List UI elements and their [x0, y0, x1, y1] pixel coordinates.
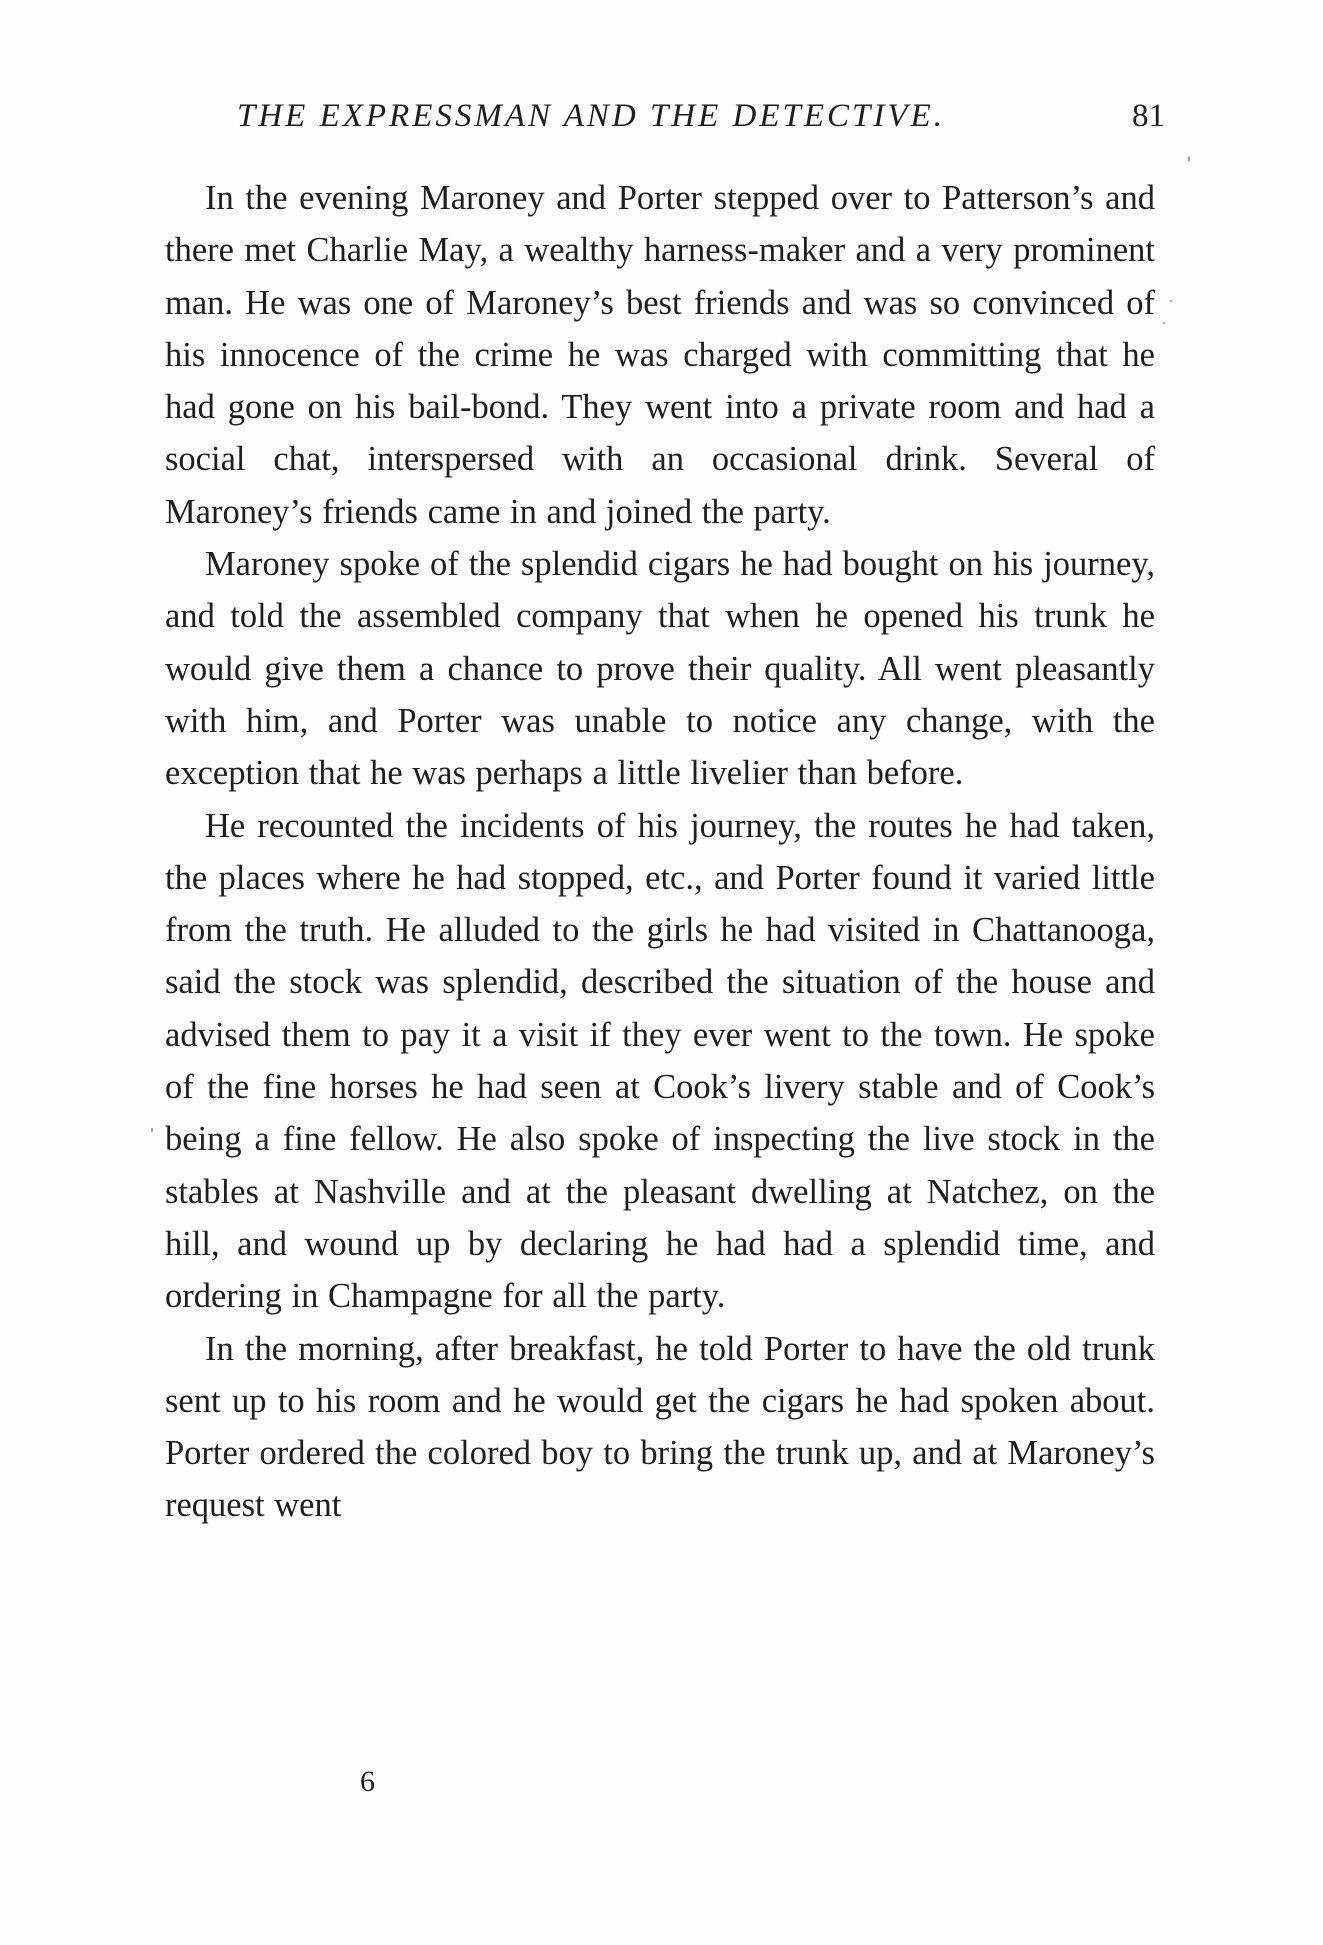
- paragraph-4: In the morning, after breakfast, he told Porter to have the old trunk sent up to his room and he would get the cigars he had spoken about. Porter ordered the colored boy to bring the trunk up, and at Maroney’s request went: [165, 1329, 1155, 1525]
- print-speck: [151, 1128, 153, 1132]
- running-title: THE EXPRESSMAN AND THE DETECTIVE.: [237, 98, 945, 134]
- body-text: [165, 172, 1155, 1532]
- print-speck: [1188, 156, 1190, 162]
- paragraph-1: In the evening Maroney and Porter stepped over to Patterson’s and there met Charlie May, a wealthy harness-maker and a very prominent man. He was one of Maroney’s best friends and was so convinced of his innocence of the crime he was charged with committing that he had gone on his bail-bond. They went into a private room and had a social chat, interspersed with an occasional drink. Several of Maroney’s friends came in and joined the party.: [165, 179, 1155, 531]
- print-speck: [1170, 300, 1172, 302]
- page-number: 81: [1132, 98, 1165, 134]
- print-speck: [1163, 322, 1165, 324]
- paragraph-3: He recounted the incidents of his journey, the routes he had taken, the places where he had stopped, etc., and Porter found it varied little from the truth. He alluded to the girls he had visited in Chattanooga, said the stock was splendid, described the situation of the house and advised them to pay it a visit if they ever went to the town. He spoke of the fine horses he had seen at Cook’s livery stable and of Cook’s being a fine fellow. He also spoke of inspecting the live stock in the stables at Nashville and at the pleasant dwelling at Natchez, on the hill, and wound up by declaring he had had a splendid time, and ordering in Champagne for all the party.: [165, 806, 1155, 1316]
- signature-mark: 6: [360, 1765, 375, 1798]
- running-head: [165, 98, 1165, 148]
- paragraph-2: Maroney spoke of the splendid cigars he had bought on his journey, and told the assembled company that when he opened his trunk he would give them a chance to prove their quality. All went pleasantly with him, and Porter was unable to notice any change, with the exception that he was perhaps a little livelier than before.: [165, 545, 1155, 793]
